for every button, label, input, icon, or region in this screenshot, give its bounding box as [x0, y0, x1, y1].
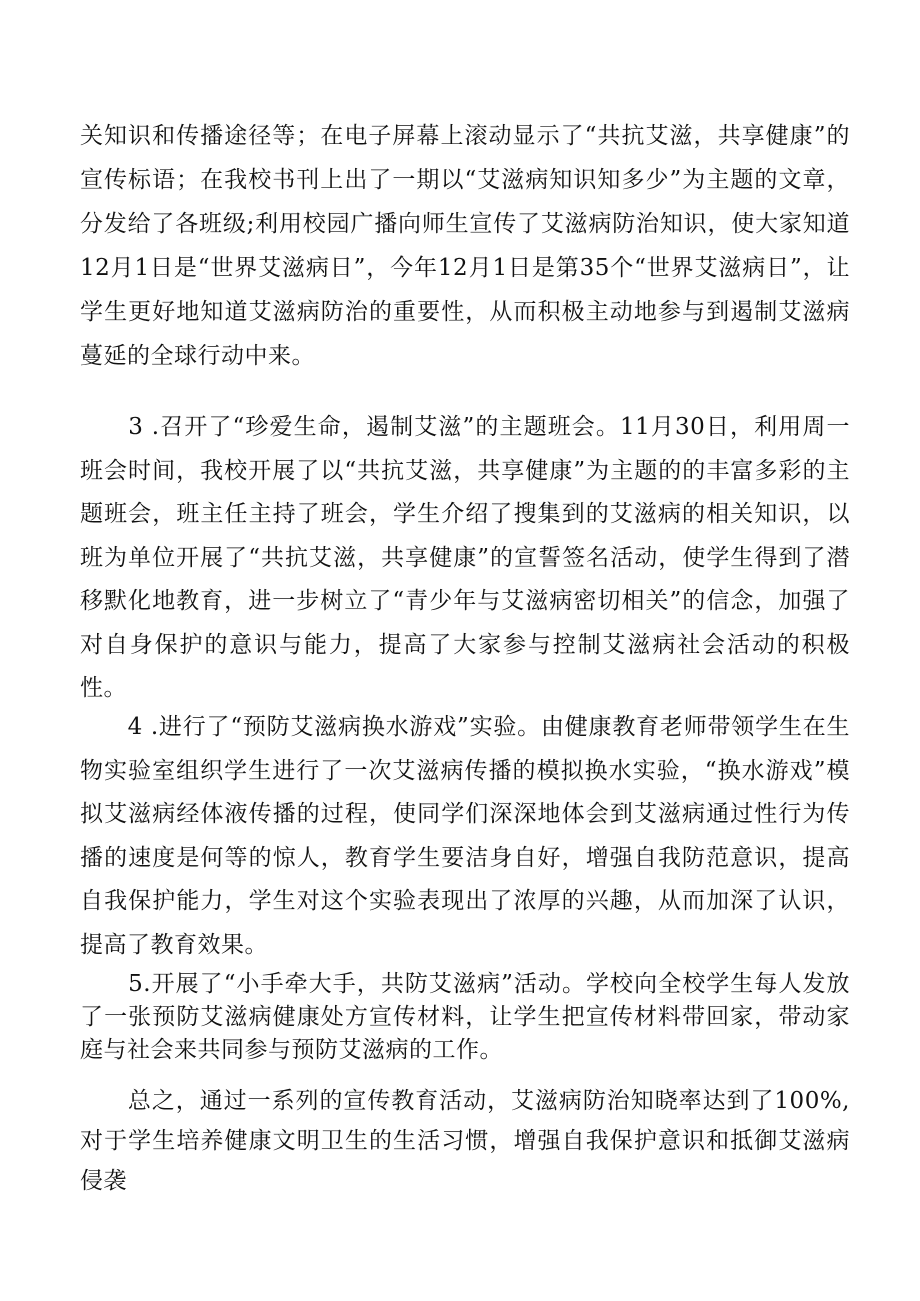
paragraph-awareness-campaign: 关知识和传播途径等；在电子屏幕上滚动显示了“共抗艾滋，共享健康”的宣传标语；在我校书刊上出了一期以“艾滋病知识知多少”为主题的文章，分发给了各班级;利用校园广播向师生宣传了艾滋病防治知识，使大家知道12月1日是“世界艾滋病日”，今年12月1日是第35个“世界艾滋病日”，让学生更好地知道艾滋病防治的重要性，从而积极主动地参与到遏制艾滋病蔓延的全球行动中来。 [80, 123, 850, 369]
paragraph-small-hands-activity: 5.开展了“小手牵大手，共防艾滋病”活动。学校向全校学生每人发放了一张预防艾滋病健康处方宣传材料，让学生把宣传材料带回家，带动家庭与社会来共同参与预防艾滋病的工作。 [80, 971, 850, 1063]
paragraph-theme-class-meeting: 3 .召开了“珍爱生命，遏制艾滋”的主题班会。11月30日，利用周一班会时间，我校开展了以“共抗艾滋，共享健康”为主题的的丰富多彩的主题班会，班主任主持了班会，学生介绍了搜集到的艾滋病的相关知识，以班为单位开展了“共抗艾滋，共享健康”的宣誓签名活动，使学生得到了潜移默化地教育，进一步树立了“青少年与艾滋病密切相关”的信念，加强了对自身保护的意识与能力，提高了大家参与控制艾滋病社会活动的积极性。 [80, 414, 850, 701]
paragraph-summary: 总之，通过一系列的宣传教育活动，艾滋病防治知晓率达到了100%,对于学生培养健康文明卫生的生活习惯，增强自我保护意识和抵御艾滋病侵袭 [80, 1088, 850, 1194]
paragraph-water-exchange-experiment: 4 .进行了“预防艾滋病换水游戏”实验。由健康教育老师带领学生在生物实验室组织学生进行了一次艾滋病传播的模拟换水实验，“换水游戏”模拟艾滋病经体液传播的过程，使同学们深深地体会到艾滋病通过性行为传播的速度是何等的惊人，教育学生要洁身自好，增强自我防范意识，提高自我保护能力，学生对这个实验表现出了浓厚的兴趣，从而加深了认识，提高了教育效果。 [80, 714, 850, 958]
